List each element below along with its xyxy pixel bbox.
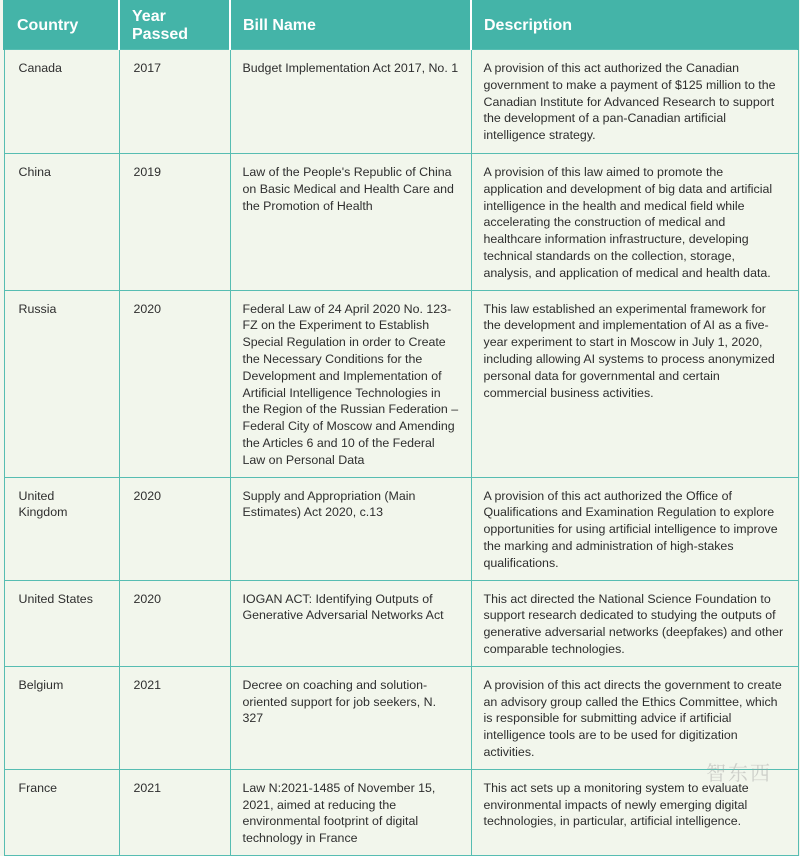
cell-bill-name: Supply and Appropriation (Main Estimates) Act 2020, c.13 <box>230 477 471 580</box>
cell-description: A provision of this law aimed to promote the application and development of big data and artificial intelligence in the health and medical field while accelerating the construction of medical and healthcare information infrastructure, developing technical standards on the collection, storage, analysis, and application of medical and health data. <box>471 154 798 291</box>
cell-bill-name: Law N:2021-1485 of November 15, 2021, aimed at reducing the environmental footprint of digital technology in France <box>230 769 471 855</box>
table-row <box>4 154 798 291</box>
cell-country: United States <box>4 580 119 666</box>
table-row <box>4 290 798 477</box>
table-row <box>4 477 798 580</box>
cell-country: Belgium <box>4 666 119 769</box>
table-row <box>4 580 798 666</box>
cell-year: 2017 <box>119 50 230 154</box>
cell-year: 2021 <box>119 666 230 769</box>
table-row <box>4 50 798 154</box>
cell-country: China <box>4 154 119 291</box>
cell-bill-name: Federal Law of 24 April 2020 No. 123-FZ on the Experiment to Establish Special Regulation in order to Create the Necessary Conditions for the Development and Implementation of Artificial Intelligence Technologies in the Region of the Russian Federation – Federal City of Moscow and Amending the Articles 6 and 10 of the Federal Law on Personal Data <box>230 290 471 477</box>
ai-legislation-table <box>3 0 799 856</box>
cell-description: A provision of this act authorized the Canadian government to make a payment of $125 million to the Canadian Institute for Advanced Research to support the development of a pan-Canadian artificial intelligence strategy. <box>471 50 798 154</box>
cell-bill-name: Budget Implementation Act 2017, No. 1 <box>230 50 471 154</box>
cell-country: Russia <box>4 290 119 477</box>
cell-bill-name: Decree on coaching and solution-oriented support for job seekers, N. 327 <box>230 666 471 769</box>
cell-description: This law established an experimental framework for the development and implementation of AI as a five-year experiment to start in Moscow in July 1, 2020, including allowing AI systems to process anonymized personal data for governmental and certain commercial business activities. <box>471 290 798 477</box>
header-year-passed: Year Passed <box>119 1 230 50</box>
cell-year: 2020 <box>119 477 230 580</box>
header-country: Country <box>4 1 119 50</box>
table-row <box>4 769 798 855</box>
cell-country: France <box>4 769 119 855</box>
cell-bill-name: IOGAN ACT: Identifying Outputs of Generative Adversarial Networks Act <box>230 580 471 666</box>
cell-year: 2020 <box>119 580 230 666</box>
cell-description: A provision of this act directs the government to create an advisory group called the Ethics Committee, which is responsible for submitting advice if artificial intelligence tools are to be used for digitization activities. <box>471 666 798 769</box>
table-row <box>4 666 798 769</box>
header-bill-name: Bill Name <box>230 1 471 50</box>
cell-year: 2020 <box>119 290 230 477</box>
cell-description: This act directed the National Science Foundation to support research dedicated to studying the outputs of generative adversarial networks (deepfakes) and other comparable technologies. <box>471 580 798 666</box>
cell-country: United Kingdom <box>4 477 119 580</box>
header-description: Description <box>471 1 798 50</box>
header-row <box>4 1 798 50</box>
watermark: 智东西 <box>706 757 772 786</box>
cell-bill-name: Law of the People's Republic of China on Basic Medical and Health Care and the Promotion of Health <box>230 154 471 291</box>
cell-year: 2019 <box>119 154 230 291</box>
cell-description: This act sets up a monitoring system to evaluate environmental impacts of newly emerging digital technologies, in particular, artificial intelligence. <box>471 769 798 855</box>
cell-country: Canada <box>4 50 119 154</box>
cell-year: 2021 <box>119 769 230 855</box>
cell-description: A provision of this act authorized the Office of Qualifications and Examination Regulation to explore opportunities for using artificial intelligence to improve the marking and administration of high-stakes qualifications. <box>471 477 798 580</box>
